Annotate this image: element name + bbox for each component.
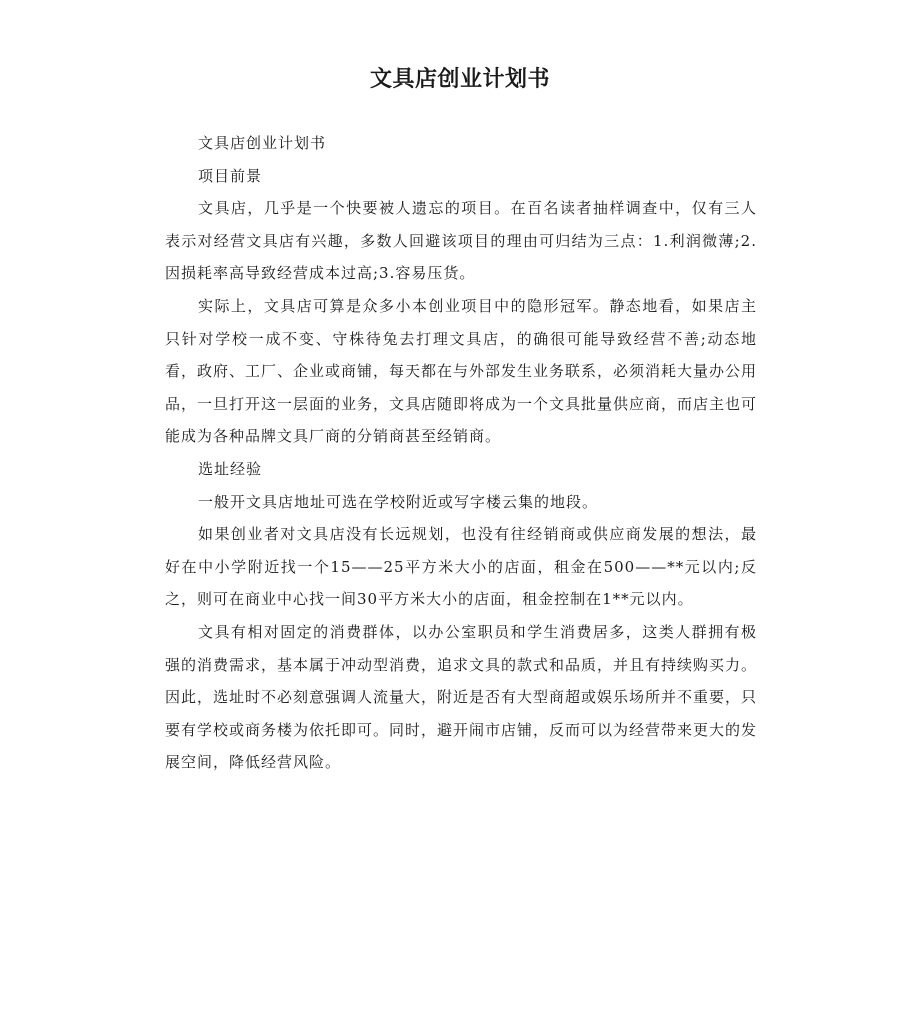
section-heading-project-prospects: 项目前景 (198, 166, 263, 185)
document-body (165, 127, 757, 779)
body-paragraph: 实际上，文具店可算是众多小本创业项目中的隐形冠军。静态地看，如果店主只针对学校一成不变、守株待兔去打理文具店，的确很可能导致经营不善;动态地看，政府、工厂、企业或商铺，每天都在与外部发生业务联系，必须消耗大量办公用品，一旦打开这一层面的业务，文具店随即将成为一个文具批量供应商，而店主也可能成为各种品牌文具厂商的分销商甚至经销商。 (165, 296, 758, 446)
body-paragraph: 一般开文具店地址可选在学校附近或写字楼云集的地段。 (198, 492, 599, 511)
body-paragraph: 如果创业者对文具店没有长远规划，也没有往经销商或供应商发展的想法，最好在中小学附近找一个15——25平方米大小的店面，租金在500——**元以内;反之，则可在商业中心找一间30平方米大小的店面，租金控制在1**元以内。 (165, 525, 757, 609)
body-paragraph: 文具有相对固定的消费群体，以办公室职员和学生消费居多，这类人群拥有极强的消费需求，基本属于冲动型消费，追求文具的款式和品质，并且有持续购买力。因此，选址时不必刻意强调人流量大，附近是否有大型商超或娱乐场所并不重要，只要有学校或商务楼为依托即可。同时，避开闹市店铺，反而可以为经营带来更大的发展空间，降低经营风险。 (165, 622, 758, 772)
body-paragraph: 文具店，几乎是一个快要被人遗忘的项目。在百名读者抽样调查中，仅有三人表示对经营文具店有兴趣，多数人回避该项目的理由可归结为三点：1.利润微薄;2.因损耗率高导致经营成本过高;3.容易压货。 (165, 199, 757, 283)
body-heading-plan-title: 文具店创业计划书 (198, 134, 327, 152)
section-heading-site-selection: 选址经验 (198, 459, 263, 478)
document-title: 文具店创业计划书 (369, 67, 550, 92)
